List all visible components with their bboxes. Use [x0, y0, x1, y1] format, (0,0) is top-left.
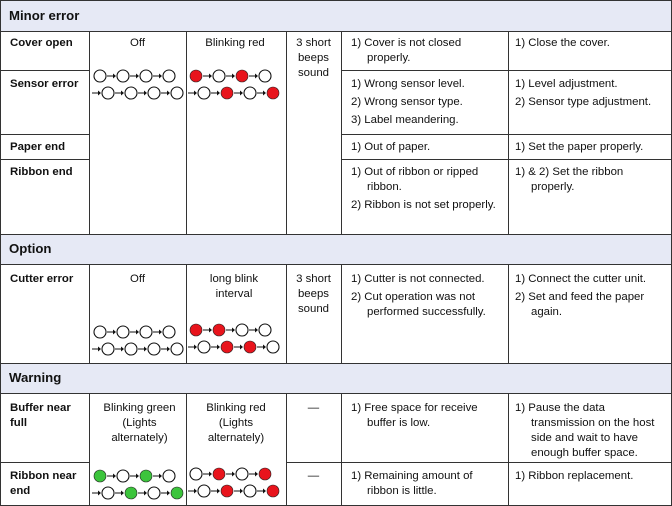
list-item: 1) Ribbon replacement.: [515, 470, 634, 482]
arrow-head-icon: [194, 489, 197, 494]
rule: [0, 393, 672, 394]
arrow-head-icon: [159, 474, 162, 479]
led-off-icon: [148, 87, 160, 99]
led-off-icon: [259, 324, 271, 336]
list-item: 2) Set and feed the paper again.: [515, 291, 645, 318]
rule: [0, 0, 672, 1]
list-item: 2) Ribbon is not set properly.: [351, 199, 496, 211]
row-name-ribbon-near-end: Ribbon near end: [10, 470, 77, 497]
arrow-head-icon: [217, 91, 220, 96]
led-sequence-option-off: [92, 322, 187, 362]
rule: [508, 393, 509, 506]
led-off-icon: [267, 341, 279, 353]
causes-buffer-near-full: [346, 401, 508, 434]
led-off-icon: [259, 70, 271, 82]
led-sequence-minor-red: [188, 66, 283, 106]
list-item: 1) Out of ribbon or ripped ribbon.: [351, 166, 479, 193]
arrow-head-icon: [144, 491, 147, 496]
solutions-ribbon-end: [510, 165, 672, 198]
led-red-icon: [221, 485, 233, 497]
list-item: 1) Connect the cutter unit.: [515, 273, 647, 285]
list-item: 1) Cover is not closed properly.: [351, 37, 462, 64]
led-sequence-option-red: [188, 320, 283, 360]
led-off-icon: [117, 326, 129, 338]
rule: [0, 134, 89, 135]
rule: [0, 159, 89, 160]
causes-ribbon-near-end: [346, 469, 508, 502]
arrow-head-icon: [232, 74, 235, 79]
rule: [341, 264, 342, 363]
led-off-icon: [198, 485, 210, 497]
arrow-head-icon: [136, 330, 139, 335]
rule: [186, 31, 187, 234]
led-green-icon: [125, 487, 137, 499]
led-off-icon: [213, 70, 225, 82]
led-off-icon: [198, 87, 210, 99]
light2-label: Blinking red: [206, 402, 266, 414]
arrow-head-icon: [144, 347, 147, 352]
led-off-icon: [140, 70, 152, 82]
row-name-cutter-error: Cutter error: [10, 273, 74, 285]
buzzer-ribbon-near-end: —: [307, 470, 320, 482]
arrow-head-icon: [144, 91, 147, 96]
list-item: 2) Sensor type adjustment.: [515, 96, 652, 108]
row-name-ribbon-end: Ribbon end: [10, 166, 73, 178]
led-off-icon: [198, 341, 210, 353]
arrow-head-icon: [136, 474, 139, 479]
list-item: 3) Label meandering.: [351, 114, 459, 126]
led-off-icon: [190, 468, 202, 480]
led-off-icon: [171, 87, 183, 99]
led-off-icon: [94, 326, 106, 338]
led-off-icon: [163, 70, 175, 82]
arrow-head-icon: [209, 472, 212, 477]
rule: [0, 234, 672, 235]
rule: [89, 264, 90, 363]
led-off-icon: [171, 343, 183, 355]
causes-cutter-error: [346, 272, 508, 323]
arrow-head-icon: [159, 330, 162, 335]
led-sequence-warning-green: [92, 466, 187, 506]
section-header-warning: Warning: [0, 363, 672, 393]
arrow-head-icon: [98, 491, 101, 496]
arrow-head-icon: [194, 91, 197, 96]
arrow-head-icon: [240, 345, 243, 350]
list-item: 1) Set the paper properly.: [515, 141, 644, 153]
rule: [0, 0, 1, 506]
causes-paper-end: [346, 140, 508, 158]
led-red-icon: [221, 341, 233, 353]
row-name-cover-open: Cover open: [10, 37, 73, 49]
buzzer-cover-open: 3 short beeps sound: [296, 37, 331, 79]
arrow-head-icon: [113, 330, 116, 335]
arrow-head-icon: [136, 74, 139, 79]
rule: [0, 462, 89, 463]
led-off-icon: [244, 87, 256, 99]
light2-note: (Lights alternately): [207, 417, 265, 444]
list-item: 1) Out of paper.: [351, 141, 431, 153]
led-off-icon: [163, 326, 175, 338]
led-off-icon: [244, 485, 256, 497]
rule: [341, 134, 672, 135]
rule: [286, 462, 672, 463]
rule: [286, 264, 287, 363]
led-red-icon: [190, 324, 202, 336]
list-item: 2) Wrong sensor type.: [351, 96, 463, 108]
rule: [508, 31, 509, 234]
led-green-icon: [94, 470, 106, 482]
led-red-icon: [213, 324, 225, 336]
rule: [341, 159, 672, 160]
led-green-icon: [171, 487, 183, 499]
arrow-head-icon: [255, 328, 258, 333]
led-sequence-minor-off: [92, 66, 187, 106]
led-red-icon: [267, 87, 279, 99]
arrow-head-icon: [98, 347, 101, 352]
solutions-buffer-near-full: [510, 401, 672, 464]
light1-status-cutter-error: Off: [130, 273, 145, 285]
arrow-head-icon: [113, 474, 116, 479]
solutions-cover-open: [510, 36, 672, 54]
arrow-head-icon: [113, 74, 116, 79]
list-item: 1) Cutter is not connected.: [351, 273, 485, 285]
solutions-sensor-error: [510, 77, 672, 113]
rule: [341, 31, 342, 234]
light1-label: Blinking green: [103, 402, 176, 414]
list-item: 1) Remaining amount of ribbon is little.: [351, 470, 473, 497]
rule: [286, 31, 287, 234]
arrow-head-icon: [98, 91, 101, 96]
rule: [286, 393, 287, 506]
rule: [0, 363, 672, 364]
arrow-head-icon: [194, 345, 197, 350]
section-header-minor-error: Minor error: [0, 0, 672, 31]
rule: [89, 31, 90, 234]
row-name-paper-end: Paper end: [10, 141, 66, 153]
solutions-paper-end: [510, 140, 672, 158]
led-off-icon: [140, 326, 152, 338]
arrow-head-icon: [209, 328, 212, 333]
row-name-sensor-error: Sensor error: [10, 78, 79, 90]
arrow-head-icon: [240, 489, 243, 494]
led-off-icon: [117, 470, 129, 482]
arrow-head-icon: [255, 472, 258, 477]
causes-cover-open: [346, 36, 508, 69]
led-red-icon: [244, 341, 256, 353]
arrow-head-icon: [232, 472, 235, 477]
arrow-head-icon: [232, 328, 235, 333]
led-off-icon: [102, 487, 114, 499]
rule: [508, 264, 509, 363]
light2-status-cutter-error: long blink interval: [209, 273, 259, 300]
arrow-head-icon: [167, 91, 170, 96]
arrow-head-icon: [159, 74, 162, 79]
arrow-head-icon: [263, 91, 266, 96]
light1-status-cover-open: Off: [130, 37, 145, 49]
light2-status-buffer-near-full: [190, 401, 282, 446]
light1-status-buffer-near-full: [89, 401, 190, 446]
led-off-icon: [94, 70, 106, 82]
causes-sensor-error: [346, 77, 508, 131]
led-red-icon: [190, 70, 202, 82]
solutions-cutter-error: [510, 272, 672, 323]
led-off-icon: [102, 87, 114, 99]
list-item: 1) Free space for receive buffer is low.: [351, 402, 478, 429]
arrow-head-icon: [217, 345, 220, 350]
led-red-icon: [267, 485, 279, 497]
led-off-icon: [163, 470, 175, 482]
arrow-head-icon: [167, 491, 170, 496]
buzzer-cutter-error: 3 short beeps sound: [296, 273, 331, 315]
led-red-icon: [236, 70, 248, 82]
led-red-icon: [259, 468, 271, 480]
rule: [0, 70, 89, 71]
led-sequence-warning-red: [188, 464, 283, 504]
list-item: 1) Level adjustment.: [515, 78, 618, 90]
led-off-icon: [236, 468, 248, 480]
rule: [341, 393, 342, 506]
arrow-head-icon: [263, 489, 266, 494]
solutions-ribbon-near-end: [510, 469, 672, 487]
led-green-icon: [140, 470, 152, 482]
arrow-head-icon: [121, 91, 124, 96]
light2-status-cover-open: Blinking red: [205, 37, 265, 49]
list-item: 1) & 2) Set the ribbon properly.: [515, 166, 624, 193]
led-off-icon: [125, 343, 137, 355]
arrow-head-icon: [217, 489, 220, 494]
arrow-head-icon: [121, 347, 124, 352]
light1-note: (Lights alternately): [111, 417, 168, 444]
rule: [186, 264, 187, 363]
led-off-icon: [102, 343, 114, 355]
arrow-head-icon: [121, 491, 124, 496]
list-item: 1) Close the cover.: [515, 37, 610, 49]
row-name-buffer-near-full: Buffer near full: [10, 402, 71, 429]
led-red-icon: [213, 468, 225, 480]
led-off-icon: [148, 343, 160, 355]
rule: [0, 31, 672, 32]
led-off-icon: [117, 70, 129, 82]
list-item: 1) Pause the data transmission on the host side and wait to have enough buffer space.: [515, 402, 655, 459]
led-off-icon: [236, 324, 248, 336]
section-header-option: Option: [0, 234, 672, 264]
buzzer-buffer-near-full: —: [307, 402, 320, 414]
led-red-icon: [221, 87, 233, 99]
led-off-icon: [125, 87, 137, 99]
rule: [89, 393, 90, 506]
arrow-head-icon: [255, 74, 258, 79]
rule: [341, 70, 672, 71]
arrow-head-icon: [263, 345, 266, 350]
arrow-head-icon: [240, 91, 243, 96]
list-item: 2) Cut operation was not performed successfully.: [351, 291, 486, 318]
arrow-head-icon: [209, 74, 212, 79]
causes-ribbon-end: [346, 165, 508, 216]
list-item: 1) Wrong sensor level.: [351, 78, 465, 90]
led-off-icon: [148, 487, 160, 499]
rule: [186, 393, 187, 506]
rule: [0, 264, 672, 265]
arrow-head-icon: [167, 347, 170, 352]
